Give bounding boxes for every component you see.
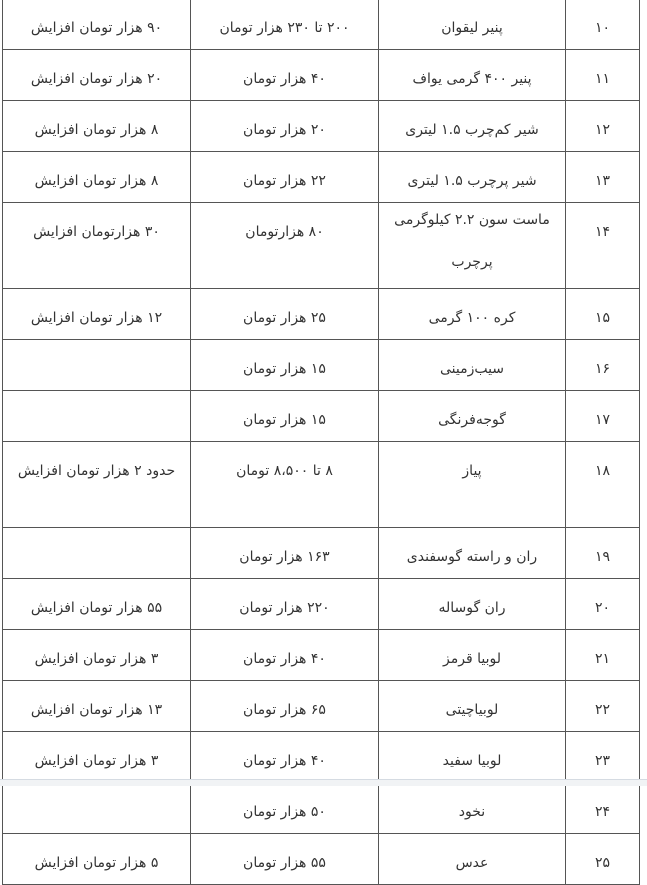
price-cell: ۵۰ هزار تومان	[191, 783, 379, 834]
item-name-cell: سیب‌زمینی	[379, 340, 566, 391]
row-number-cell: ۲۱	[566, 630, 640, 681]
item-name-cell: نخود	[379, 783, 566, 834]
price-cell: ۲۲ هزار تومان	[191, 152, 379, 203]
price-change-cell: ۳ هزار تومان افزایش	[3, 630, 191, 681]
price-change-cell: ۸ هزار تومان افزایش	[3, 101, 191, 152]
price-cell: ۶۵ هزار تومان	[191, 681, 379, 732]
price-change-cell	[3, 391, 191, 442]
row-number-cell: ۲۴	[566, 783, 640, 834]
price-cell: ۴۰ هزار تومان	[191, 630, 379, 681]
row-number-cell: ۱۴	[566, 203, 640, 289]
item-name-cell: لوبیا سفید	[379, 732, 566, 783]
price-change-cell: ۳۰ هزارتومان افزایش	[3, 203, 191, 289]
row-number-cell: ۲۲	[566, 681, 640, 732]
price-change-cell: ۹۰ هزار تومان افزایش	[3, 0, 191, 50]
row-number-cell: ۲۵	[566, 834, 640, 885]
table-row	[3, 783, 640, 834]
row-number-cell: ۱۰	[566, 0, 640, 50]
item-name-cell: گوجه‌فرنگی	[379, 391, 566, 442]
price-change-cell	[3, 340, 191, 391]
price-cell: ۵۵ هزار تومان	[191, 834, 379, 885]
table-row	[3, 630, 640, 681]
price-table	[2, 0, 640, 885]
price-change-cell: ۸ هزار تومان افزایش	[3, 152, 191, 203]
item-name-cell: پنیر ۴۰۰ گرمی یواف	[379, 50, 566, 101]
price-change-cell: ۵۵ هزار تومان افزایش	[3, 579, 191, 630]
item-name-cell: لوبیاچیتی	[379, 681, 566, 732]
price-change-cell: ۱۳ هزار تومان افزایش	[3, 681, 191, 732]
table-row	[3, 203, 640, 289]
row-number-cell: ۲۰	[566, 579, 640, 630]
item-name-cell: کره ۱۰۰ گرمی	[379, 289, 566, 340]
table-row	[3, 681, 640, 732]
price-cell: ۸۰ هزارتومان	[191, 203, 379, 289]
row-number-cell: ۱۱	[566, 50, 640, 101]
price-change-cell	[3, 528, 191, 579]
item-name-cell: ران و راسته گوسفندی	[379, 528, 566, 579]
price-cell: ۱۶۳ هزار تومان	[191, 528, 379, 579]
price-cell: ۴۰ هزار تومان	[191, 50, 379, 101]
price-cell: ۱۵ هزار تومان	[191, 391, 379, 442]
row-number-cell: ۱۲	[566, 101, 640, 152]
row-number-cell: ۲۳	[566, 732, 640, 783]
price-cell: ۱۵ هزار تومان	[191, 340, 379, 391]
item-name-cell: پنیر لیقوان	[379, 0, 566, 50]
price-change-cell: ۳ هزار تومان افزایش	[3, 732, 191, 783]
item-name-cell: ماست سون ۲.۲ کیلوگرمی پرچرب	[379, 203, 566, 289]
price-cell: ۲۲۰ هزار تومان	[191, 579, 379, 630]
row-number-cell: ۱۸	[566, 442, 640, 528]
price-cell: ۸ تا ۸،۵۰۰ تومان	[191, 442, 379, 528]
row-number-cell: ۱۹	[566, 528, 640, 579]
item-name-cell: لوبیا قرمز	[379, 630, 566, 681]
row-number-cell: ۱۳	[566, 152, 640, 203]
table-row	[3, 101, 640, 152]
price-cell: ۲۰۰ تا ۲۳۰ هزار تومان	[191, 0, 379, 50]
item-name-cell: شیر پرچرب ۱.۵ لیتری	[379, 152, 566, 203]
table-row	[3, 391, 640, 442]
price-cell: ۴۰ هزار تومان	[191, 732, 379, 783]
table-row	[3, 528, 640, 579]
row-number-cell: ۱۷	[566, 391, 640, 442]
table-row	[3, 340, 640, 391]
table-row	[3, 50, 640, 101]
table-row	[3, 579, 640, 630]
price-cell: ۲۰ هزار تومان	[191, 101, 379, 152]
price-change-cell: ۵ هزار تومان افزایش	[3, 834, 191, 885]
table-row	[3, 289, 640, 340]
table-row	[3, 442, 640, 528]
row-number-cell: ۱۶	[566, 340, 640, 391]
item-name-cell: عدس	[379, 834, 566, 885]
table-row	[3, 0, 640, 50]
price-change-cell: ۱۲ هزار تومان افزایش	[3, 289, 191, 340]
table-row	[3, 152, 640, 203]
price-change-cell	[3, 783, 191, 834]
item-name-cell: شیر کم‌چرب ۱.۵ لیتری	[379, 101, 566, 152]
item-name-cell: ران گوساله	[379, 579, 566, 630]
item-name-cell: پیاز	[379, 442, 566, 528]
price-cell: ۲۵ هزار تومان	[191, 289, 379, 340]
price-change-cell: ۲۰ هزار تومان افزایش	[3, 50, 191, 101]
table-row	[3, 834, 640, 885]
table-row	[3, 732, 640, 783]
row-number-cell: ۱۵	[566, 289, 640, 340]
price-change-cell: حدود ۲ هزار تومان افزایش	[3, 442, 191, 528]
